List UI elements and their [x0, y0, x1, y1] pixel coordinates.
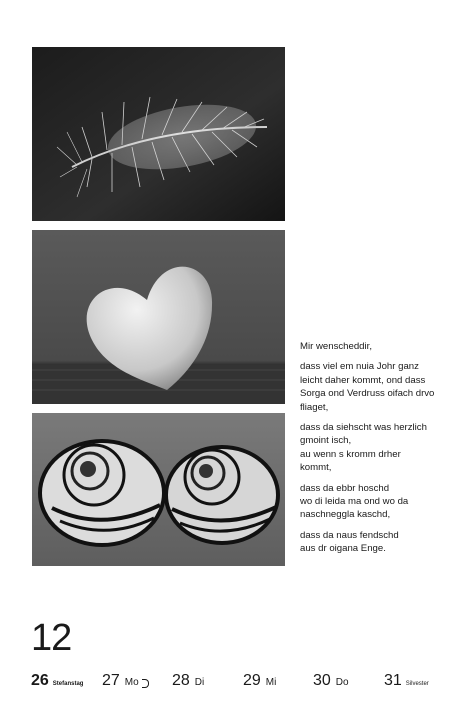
poem-stanza	[300, 482, 448, 522]
day-number: 31	[384, 672, 402, 689]
moon-icon	[142, 679, 149, 688]
poem-line: dass viel em nuia Johr ganz	[300, 361, 419, 373]
poem-line: Sorga ond Verdruss oifach drvo	[300, 388, 435, 400]
poem-line: naschneggla kaschd,	[300, 509, 391, 521]
poem-stanza	[300, 529, 448, 556]
day-number: 28	[172, 672, 190, 689]
poem-line: dass da naus fendschd	[300, 529, 399, 541]
snail-shells-photo	[32, 413, 285, 566]
day-26	[31, 672, 83, 694]
poem-text	[300, 340, 448, 563]
poem-line: dass da ebbr hoschd	[300, 482, 390, 494]
month-number: 12	[31, 617, 72, 659]
poem-stanza	[300, 340, 448, 353]
day-31	[384, 672, 429, 694]
poem-stanza	[300, 360, 448, 414]
poem-line: wo di leida ma ond wo da	[300, 496, 409, 508]
poem-line: dass da siehscht was herzlich	[300, 422, 427, 434]
day-number: 29	[243, 672, 261, 689]
day-label: Di	[194, 677, 205, 688]
day-label: Mi	[265, 677, 277, 688]
day-27	[102, 672, 149, 694]
day-number: 30	[313, 672, 331, 689]
poem-line: leicht daher kommt, ond dass	[300, 374, 426, 386]
day-label: Stefanstag	[52, 681, 84, 687]
poem-line: fliaget,	[300, 401, 329, 413]
day-label: Do	[335, 677, 349, 688]
poem-stanza	[300, 421, 448, 475]
poem-line: gmoint isch,	[300, 435, 352, 447]
poem-line: Mir wenscheddir,	[300, 341, 372, 352]
day-label: Silvester	[405, 681, 429, 687]
day-number: 27	[102, 672, 120, 689]
day-29	[243, 672, 276, 694]
day-number: 26	[31, 672, 49, 689]
day-label: Mo	[124, 677, 139, 688]
poem-line: aus dr oigana Enge.	[300, 543, 386, 555]
poem-line: kommt,	[300, 462, 332, 474]
feather-photo	[32, 47, 285, 221]
day-28	[172, 672, 204, 694]
day-30	[313, 672, 349, 694]
potato-photo	[32, 230, 285, 404]
poem-line: au wenn s kromm drher	[300, 448, 401, 460]
